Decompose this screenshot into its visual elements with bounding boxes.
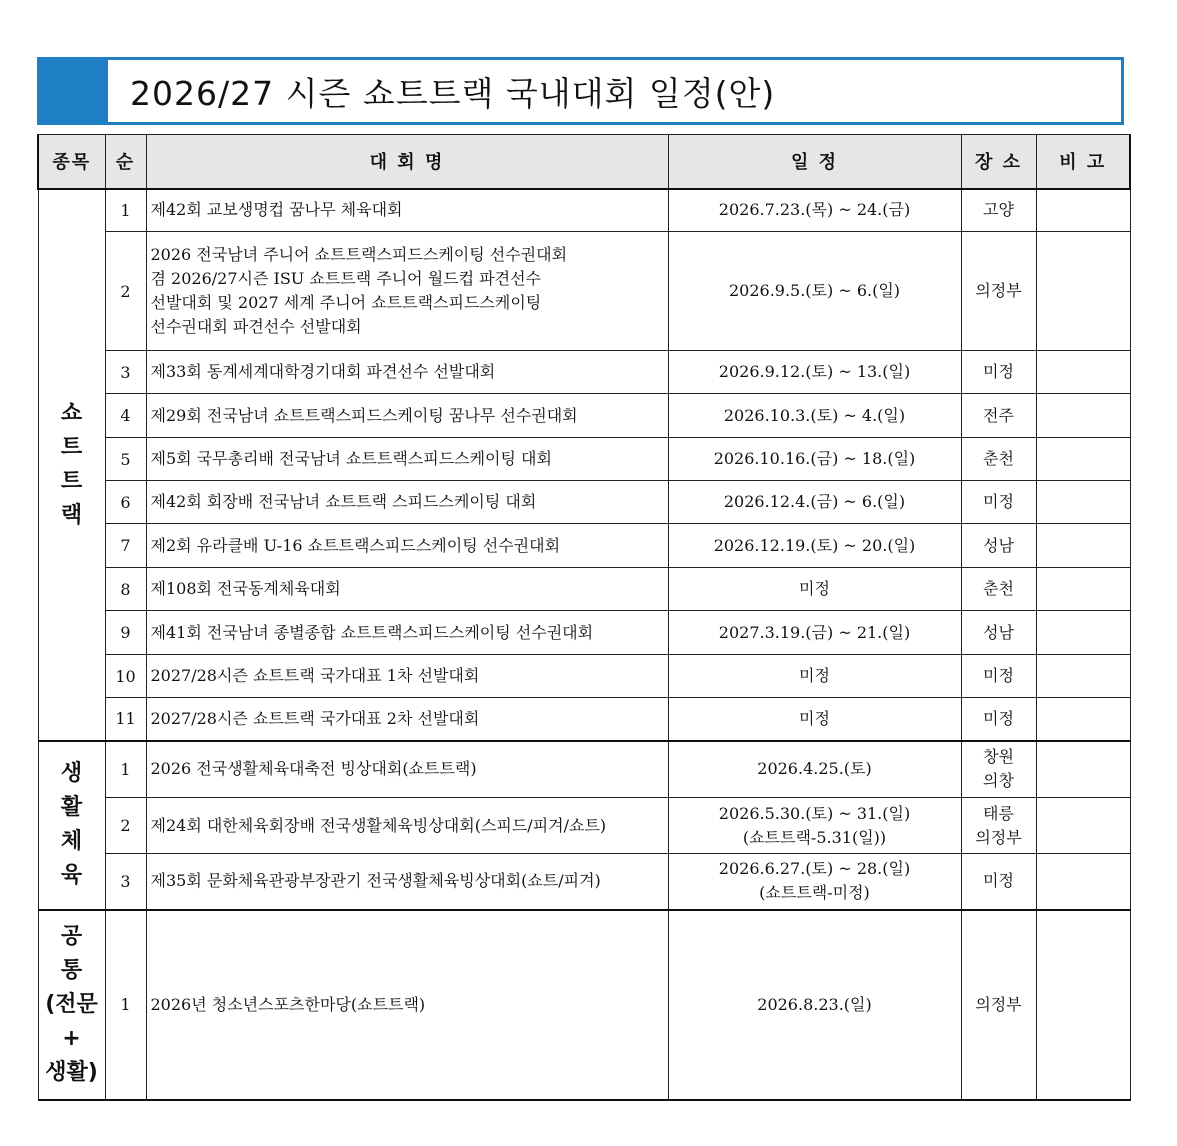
date-line: 2026.5.30.(토) ~ 31.(일): [718, 803, 911, 823]
date-cell: [668, 524, 961, 568]
place-cell: [961, 611, 1036, 655]
event-name-cell: [146, 655, 668, 698]
table-row: [38, 481, 1130, 524]
place-cell: [961, 351, 1036, 394]
place-line: 고양: [983, 200, 1014, 220]
table-row: [38, 910, 1130, 1100]
event-name-line: 2026년 청소년스포츠한마당(쇼트트랙): [150, 994, 426, 1014]
category-line: 체: [60, 829, 83, 854]
header-note: 비 고: [1036, 135, 1130, 189]
header-row: [38, 135, 1130, 189]
category-line: 통: [60, 957, 83, 983]
note-cell: [1036, 854, 1130, 910]
date-line: 2026.10.3.(토) ~ 4.(일): [723, 405, 906, 425]
table-row: [38, 798, 1130, 854]
table-row: [38, 351, 1130, 394]
date-cell: [668, 854, 961, 910]
category-line: 쇼: [60, 400, 83, 426]
note-cell: [1036, 394, 1130, 438]
table-row: [38, 611, 1130, 655]
place-cell: [961, 910, 1036, 1100]
event-name-line: 제33회 동계세계대학경기대회 파견선수 선발대회: [150, 362, 496, 381]
page-title: 2026/27 시즌 쇼트트랙 국내대회 일정(안): [130, 73, 776, 113]
event-name-cell: [146, 438, 668, 481]
date-line: 2026.8.23.(일): [757, 994, 872, 1014]
category-line: 공: [60, 923, 83, 949]
note-cell: [1036, 481, 1130, 524]
table-row: [38, 741, 1130, 798]
place-line: 미정: [983, 871, 1014, 891]
date-line: (쇼트트랙-5.31(일)): [742, 827, 887, 847]
date-line: 2026.12.19.(토) ~ 20.(일): [713, 535, 916, 555]
seq-cell: 3: [105, 854, 146, 910]
category-line: 생: [60, 761, 83, 786]
date-cell: [668, 351, 961, 394]
seq-cell: 3: [105, 351, 146, 394]
event-name-cell: [146, 910, 668, 1100]
place-cell: [961, 655, 1036, 698]
table-row: [38, 232, 1130, 351]
place-cell: [961, 854, 1036, 910]
seq-cell: 11: [105, 698, 146, 741]
category-line: 트: [60, 434, 83, 460]
note-cell: [1036, 232, 1130, 351]
header-place: 장 소: [961, 135, 1036, 189]
event-name-cell: [146, 524, 668, 568]
event-name-cell: [146, 798, 668, 854]
date-line: (쇼트트랙-미정): [759, 883, 870, 903]
place-cell: [961, 741, 1036, 798]
date-cell: [668, 232, 961, 351]
category-cell: [38, 741, 105, 910]
category-line: +: [62, 1025, 81, 1051]
event-name-line: 2026 전국생활체육대축전 빙상대회(쇼트트랙): [150, 759, 477, 779]
date-line: 미정: [799, 666, 830, 685]
place-line: 미정: [983, 362, 1014, 381]
table-row: [38, 698, 1130, 741]
event-name-line: 제24회 대한체육회장배 전국생활체육빙상대회(스피드/피겨/쇼트): [150, 815, 607, 835]
category-line: 트: [60, 468, 83, 494]
table-row: [38, 189, 1130, 232]
seq-cell: 2: [105, 798, 146, 854]
header-category: 종목: [38, 135, 105, 189]
event-name-line: 제2회 유라클배 U-16 쇼트트랙스피드스케이팅 선수권대회: [150, 535, 561, 555]
title-accent-block: [40, 60, 108, 122]
event-name-line: 제5회 국무총리배 전국남녀 쇼트트랙스피드스케이팅 대회: [150, 449, 552, 468]
category-line: 생활): [45, 1059, 98, 1085]
date-line: 미정: [799, 708, 830, 728]
header-date: 일 정: [668, 135, 961, 189]
date-line: 2026.9.12.(토) ~ 13.(일): [718, 362, 911, 381]
place-line: 의정부: [975, 827, 1022, 847]
place-line: 춘천: [983, 449, 1014, 468]
date-line: 2026.9.5.(토) ~ 6.(일): [728, 281, 901, 300]
place-line: 춘천: [983, 579, 1014, 598]
seq-cell: 8: [105, 568, 146, 611]
event-name-line: 선발대회 및 2027 세계 주니어 쇼트트랙스피드스케이팅: [150, 293, 542, 312]
date-cell: [668, 394, 961, 438]
date-line: 2026.12.4.(금) ~ 6.(일): [723, 492, 906, 511]
place-line: 전주: [983, 405, 1014, 425]
note-cell: [1036, 655, 1130, 698]
table-row: [38, 524, 1130, 568]
place-line: 창원: [983, 747, 1014, 767]
note-cell: [1036, 524, 1130, 568]
event-name-cell: [146, 741, 668, 798]
place-line: 미정: [983, 492, 1014, 511]
category-line: 육: [60, 863, 83, 888]
table-row: [38, 438, 1130, 481]
note-cell: [1036, 189, 1130, 232]
note-cell: [1036, 568, 1130, 611]
schedule-table: [37, 134, 1131, 1101]
event-name-line: 2026 전국남녀 주니어 쇼트트랙스피드스케이팅 선수권대회: [150, 245, 568, 264]
date-cell: [668, 611, 961, 655]
note-cell: [1036, 438, 1130, 481]
seq-cell: 4: [105, 394, 146, 438]
event-name-cell: [146, 481, 668, 524]
table-row: [38, 655, 1130, 698]
place-line: 성남: [983, 622, 1014, 642]
event-name-cell: [146, 568, 668, 611]
category-cell: [38, 910, 105, 1100]
date-line: 2026.10.16.(금) ~ 18.(일): [713, 449, 916, 468]
category-line: 랙: [60, 502, 83, 528]
date-line: 2026.6.27.(토) ~ 28.(일): [718, 859, 911, 879]
schedule-body: [38, 189, 1130, 1100]
seq-cell: 7: [105, 524, 146, 568]
date-cell: [668, 910, 961, 1100]
seq-cell: 10: [105, 655, 146, 698]
header-name: 대 회 명: [146, 135, 668, 189]
event-name-cell: [146, 611, 668, 655]
seq-cell: 1: [105, 189, 146, 232]
seq-cell: 6: [105, 481, 146, 524]
place-cell: [961, 394, 1036, 438]
event-name-cell: [146, 232, 668, 351]
event-name-cell: [146, 698, 668, 741]
place-line: 태릉: [983, 803, 1014, 823]
date-cell: [668, 568, 961, 611]
note-cell: [1036, 351, 1130, 394]
event-name-line: 2027/28시즌 쇼트트랙 국가대표 2차 선발대회: [150, 708, 480, 728]
category-line: 활: [60, 795, 83, 820]
event-name-cell: [146, 189, 668, 232]
note-cell: [1036, 698, 1130, 741]
category-line: (전문: [45, 991, 98, 1017]
date-cell: [668, 189, 961, 232]
date-cell: [668, 438, 961, 481]
event-name-line: 제42회 회장배 전국남녀 쇼트트랙 스피드스케이팅 대회: [150, 492, 537, 511]
date-cell: [668, 481, 961, 524]
event-name-line: 제41회 전국남녀 종별종합 쇼트트랙스피드스케이팅 선수권대회: [150, 622, 594, 642]
event-name-cell: [146, 351, 668, 394]
place-cell: [961, 438, 1036, 481]
place-line: 의정부: [975, 281, 1022, 300]
place-cell: [961, 568, 1036, 611]
seq-cell: 1: [105, 910, 146, 1100]
header-seq: 순: [105, 135, 146, 189]
place-cell: [961, 481, 1036, 524]
note-cell: [1036, 741, 1130, 798]
place-cell: [961, 798, 1036, 854]
date-line: 2026.7.23.(목) ~ 24.(금): [718, 200, 911, 220]
event-name-cell: [146, 854, 668, 910]
event-name-line: 제35회 문화체육관광부장관기 전국생활체육빙상대회(쇼트/피겨): [150, 871, 601, 891]
event-name-line: 제108회 전국동계체육대회: [150, 579, 341, 598]
date-line: 2027.3.19.(금) ~ 21.(일): [718, 622, 911, 642]
date-line: 미정: [799, 579, 830, 598]
date-cell: [668, 698, 961, 741]
event-name-line: 선수권대회 파견선수 선발대회: [150, 317, 362, 336]
place-cell: [961, 524, 1036, 568]
event-name-line: 2027/28시즌 쇼트트랙 국가대표 1차 선발대회: [150, 666, 480, 685]
place-cell: [961, 232, 1036, 351]
note-cell: [1036, 611, 1130, 655]
place-cell: [961, 189, 1036, 232]
date-cell: [668, 655, 961, 698]
title-bar: [37, 57, 1124, 125]
event-name-line: 제29회 전국남녀 쇼트트랙스피드스케이팅 꿈나무 선수권대회: [150, 405, 578, 425]
table-row: [38, 394, 1130, 438]
seq-cell: 2: [105, 232, 146, 351]
seq-cell: 5: [105, 438, 146, 481]
date-cell: [668, 741, 961, 798]
place-line: 의정부: [975, 994, 1022, 1014]
note-cell: [1036, 798, 1130, 854]
event-name-line: 겸 2026/27시즌 ISU 쇼트트랙 주니어 월드컵 파견선수: [150, 269, 542, 288]
place-line: 성남: [983, 535, 1014, 555]
place-line: 미정: [983, 708, 1014, 728]
table-row: [38, 854, 1130, 910]
category-cell: [38, 189, 105, 741]
date-line: 2026.4.25.(토): [757, 759, 872, 779]
seq-cell: 9: [105, 611, 146, 655]
place-line: 의창: [983, 771, 1014, 791]
place-line: 미정: [983, 666, 1014, 685]
place-cell: [961, 698, 1036, 741]
date-cell: [668, 798, 961, 854]
seq-cell: 1: [105, 741, 146, 798]
event-name-line: 제42회 교보생명컵 꿈나무 체육대회: [150, 200, 403, 220]
event-name-cell: [146, 394, 668, 438]
table-row: [38, 568, 1130, 611]
note-cell: [1036, 910, 1130, 1100]
